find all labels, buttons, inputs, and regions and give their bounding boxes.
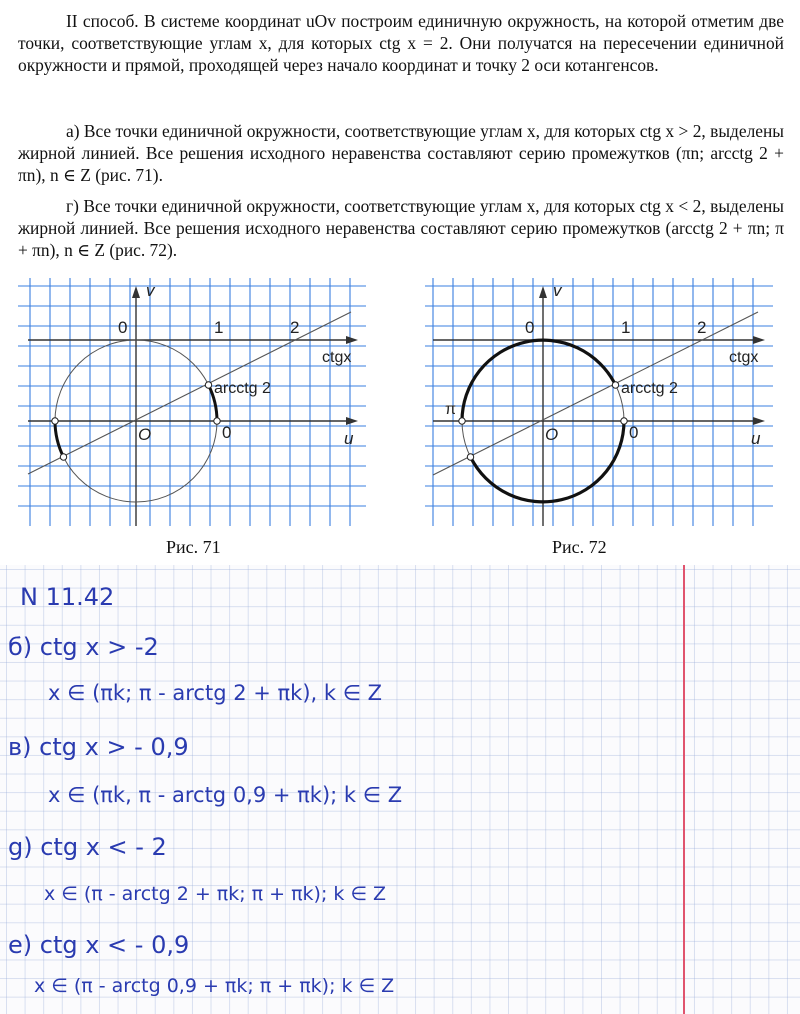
grid bbox=[425, 278, 773, 526]
paragraph-case-a: а) Все точки единичной окружности, соответствующие углам x, для которых ctg x > 2, выделены жирной линией. Все решения исходного неравенства составляют серию промежутков (πn; arcctg 2 + πn), n ∈ Z (рис. 71). bbox=[18, 121, 784, 185]
figure-72-caption: Рис. 72 bbox=[552, 537, 607, 557]
task-g-answer: x ∈ (π - arctg 2 + πk; π + πk); k ∈ Z bbox=[44, 883, 387, 905]
label-zero-top: 0 bbox=[525, 318, 535, 337]
task-g-condition: g) ctg x < - 2 bbox=[8, 833, 167, 861]
label-zero-top: 0 bbox=[118, 318, 128, 337]
label-two: 2 bbox=[290, 318, 300, 337]
grid bbox=[18, 278, 366, 526]
paragraph-case-g: г) Все точки единичной окружности, соответствующие углам x, для которых ctg x < 2, выделены жирной линией. Все решения исходного неравенства составляют серию промежутков (arcctg 2 + πn; π + πn), n ∈ Z (рис. 72). bbox=[18, 196, 784, 260]
paragraph-method-2: II способ. В системе координат uOv построим единичную окружность, на которой отметим две точки, соответствующие углам x, для которых ctg x = 2. Они получатся на пересечении единичной окружности и прямой, проходящей через начало координат и точку 2 оси котангенсов. bbox=[18, 11, 784, 75]
label-v: v bbox=[553, 281, 562, 300]
label-arcctg: arcctg 2 bbox=[214, 380, 271, 397]
figure-71 bbox=[18, 278, 368, 528]
label-u: u bbox=[344, 429, 354, 448]
label-arcctg: arcctg 2 bbox=[621, 380, 678, 397]
label-ctgx: ctgx bbox=[729, 349, 759, 366]
label-origin: O bbox=[545, 425, 559, 444]
label-one: 1 bbox=[621, 318, 631, 337]
exercise-number: N 11.42 bbox=[20, 583, 115, 611]
label-zero-right: 0 bbox=[222, 423, 232, 442]
line-through-origin bbox=[433, 312, 758, 475]
label-u: u bbox=[751, 429, 761, 448]
figure-71-caption: Рис. 71 bbox=[166, 537, 221, 557]
task-e-answer: x ∈ (π - arctg 0,9 + πk; π + πk); k ∈ Z bbox=[34, 975, 395, 997]
task-e-condition: e) ctg x < - 0,9 bbox=[8, 931, 190, 959]
label-v: v bbox=[146, 281, 155, 300]
label-two: 2 bbox=[697, 318, 707, 337]
notebook-margin-line bbox=[683, 565, 685, 1014]
task-v-answer: x ∈ (πk, π - arctg 0,9 + πk); k ∈ Z bbox=[48, 783, 403, 807]
task-b-answer: x ∈ (πk; π - arctg 2 + πk), k ∈ Z bbox=[48, 681, 383, 705]
label-zero-right: 0 bbox=[629, 423, 639, 442]
figure-72 bbox=[425, 278, 775, 528]
notebook-page bbox=[0, 565, 800, 1014]
label-one: 1 bbox=[214, 318, 224, 337]
task-b-condition: б) ctg x > -2 bbox=[8, 633, 159, 661]
label-ctgx: ctgx bbox=[322, 349, 352, 366]
label-pi: π bbox=[445, 401, 457, 418]
label-origin: O bbox=[138, 425, 152, 444]
task-v-condition: в) ctg x > - 0,9 bbox=[8, 733, 189, 761]
